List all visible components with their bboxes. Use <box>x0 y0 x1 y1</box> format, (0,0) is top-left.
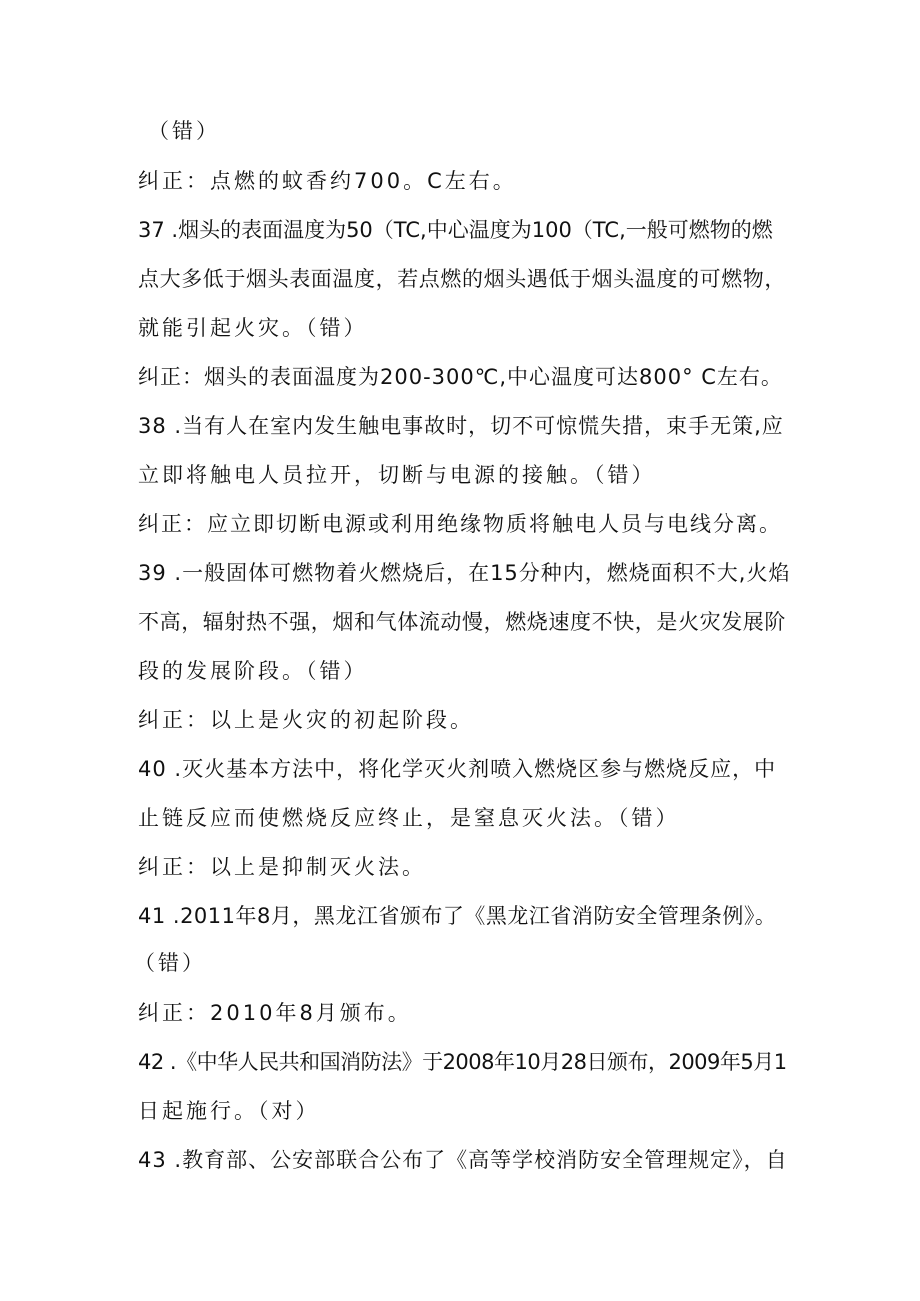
text-line-15: 止链反应而使燃烧反应终止，是窒息灭火法。（错） <box>138 806 680 830</box>
text-line-7: 38 .当有人在室内发生触电事故时，切不可惊慌失措，束手无策,应 <box>138 414 784 438</box>
text-line-2: 纠正：点燃的蚊香约700。C左右。 <box>138 169 517 193</box>
text-line-13: 纠正：以上是火灾的初起阶段。 <box>138 708 474 732</box>
text-line-10: 39 .一般固体可燃物着火燃烧后，在15分种内，燃烧面积不大,火焰 <box>138 561 791 585</box>
text-line-12: 段的发展阶段。（错） <box>138 659 368 683</box>
text-line-14: 40 .灭火基本方法中，将化学灭火剂喷入燃烧区参与燃烧反应，中 <box>138 757 777 781</box>
text-line-18: （错） <box>134 951 206 975</box>
text-line-16: 纠正：以上是抑制灭火法。 <box>138 855 426 879</box>
text-line-4: 点大多低于烟头表面温度，若点燃的烟头遇低于烟头温度的可燃物， <box>138 267 786 291</box>
text-line-9: 纠正：应立即切断电源或利用绝缘物质将触电人员与电线分离。 <box>138 512 782 536</box>
text-line-19: 纠正：2010年8月颁布。 <box>138 1001 412 1025</box>
text-line-22: 43 .教育部、公安部联合公布了《高等学校消防安全管理规定》，自 <box>138 1148 788 1172</box>
text-line-1: （错） <box>148 119 220 143</box>
text-line-5: 就能引起火灾。（错） <box>138 316 368 340</box>
text-line-6: 纠正：烟头的表面温度为200-300℃,中心温度可达800° C左右。 <box>138 365 783 389</box>
text-line-21: 日起施行。（对） <box>138 1099 320 1123</box>
text-line-17: 41 .2011年8月，黑龙江省颁布了《黑龙江省消防安全管理条例》。 <box>138 904 777 928</box>
text-line-3: 37 .烟头的表面温度为50（TC,中心温度为100（TC,一般可燃物的燃 <box>138 218 773 242</box>
text-line-11: 不高，辐射热不强，烟和气体流动慢，燃烧速度不快，是火灾发展阶 <box>138 610 786 634</box>
text-line-8: 立即将触电人员拉开，切断与电源的接触。（错） <box>138 463 656 487</box>
text-line-20: 42 .《中华人民共和国消防法》于2008年10月28日颁布，2009年5月1 <box>138 1050 787 1074</box>
